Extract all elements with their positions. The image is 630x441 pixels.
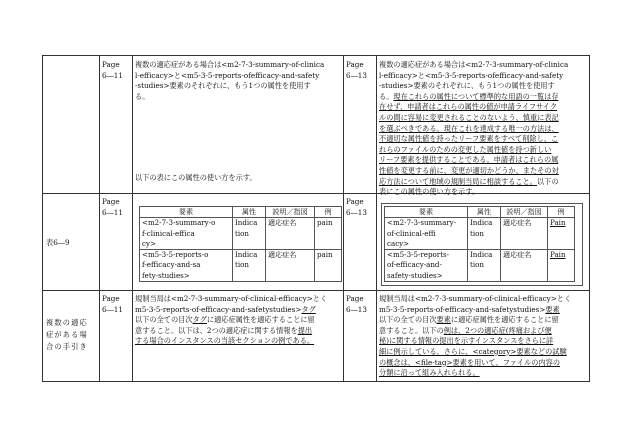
element-cell: <m5-3-5-reports-o f-efficacy-and-sa fety-studies>	[140, 250, 233, 282]
description-cell: 適応症名	[501, 250, 548, 282]
table-border-left	[42, 55, 43, 382]
col-header-attribute: 属性	[233, 207, 266, 218]
column-divider-4	[376, 55, 377, 382]
row3-right-text-mid: 以下の全ての目次	[379, 315, 437, 325]
element-cell: <m5-3-5-reports- of-efficacy-and- safety-studies>	[385, 250, 468, 282]
row1-right-text-tail: 以下の 表にこの属性の使い方を示す。	[379, 176, 559, 197]
row3-left-text-u3: 提出 する場合のインスタンスの当該セクションの例である。	[135, 325, 315, 346]
example-cell: Pain	[548, 218, 575, 250]
row2-right-page: Page 6―13	[346, 197, 367, 217]
attribute-cell: Indica tion	[468, 250, 501, 282]
row3-left-text-u1: タグ	[301, 304, 316, 314]
table-border-bottom	[42, 381, 590, 382]
row3-right-text-u3: 例は、2つの適応症(疼痛および便 秘)に関する情報の提出を示すインスタンスをさらに詳 細に例示している。さらに、<category>要素などの試験 の概念は、<file-tag>要素を用いて、ファイルの内容の 分類に沿って組み入れられる。	[379, 325, 567, 378]
example-cell: pain	[315, 218, 342, 250]
column-divider-2	[132, 55, 133, 382]
description-cell: 適応症名	[266, 250, 315, 282]
col-header-description: 説明／指図	[501, 207, 548, 218]
row1-right-text-underlined: 現在これらの属性について標準的な用語の一覧は存 在せず、申請者はこれらの属性の値が申請ライフサイク ルの間に容易に変更されることのないよう、慎重に表記 を選ぶべきである。現在これを達成する唯一の方法は、 不適切な属性値を持ったリーフ要素をすべて削除し、こ れらのファイルのための変更した属性値を持つ新しい リーフ要素を提供することである。申請者はこれらの属 性値を変更する前に、変更が適切かどうか、またその対 応方法について地域の規制当局に相談すること。	[379, 91, 559, 186]
element-cell: <m2-7-3-summary- of-clinical-effi cacy>	[385, 218, 468, 250]
row3-right-text	[379, 294, 588, 379]
description-cell: 適応症名	[266, 218, 315, 250]
example-cell: Pain	[548, 250, 575, 282]
row3-right-text-plain: 規制当局は<m2-7-3-summary-of-clinical-efficacy>とく m5-3-5-reports-of-efficacy-and-safetystudies>	[379, 294, 572, 314]
row3-left-text-u2: タグ	[192, 315, 207, 325]
table-border-right	[589, 55, 590, 382]
table-row	[140, 250, 342, 282]
row3-left-text-mid2: に適応症属性を適応することに留 意すること。以下は、2つの適応症に関する情報を	[135, 315, 315, 335]
col-header-example: 例	[548, 207, 575, 218]
col-header-example: 例	[315, 207, 342, 218]
attribute-cell: Indica tion	[468, 218, 501, 250]
attribute-table-left	[139, 206, 342, 282]
attribute-table-right	[384, 206, 575, 282]
row2-label: 表6―9	[46, 238, 70, 247]
row3-left-text-plain: 規制当局は<m2-7-3-summary-of-clinical-efficacy>とく m5-3-5-reports-of-efficacy-and-safetystudies>	[135, 294, 328, 314]
col-header-attribute: 属性	[468, 207, 501, 218]
row3-label: 複数の適応 症がある場 合の手引き	[46, 318, 88, 351]
row1-right-text-plain: 複数の適応症がある場合は<m2-7-3-summary-of-clinica l-efficacy>と<m5-3-5-reports-ofefficacy-and-safety -studies>要素のそれぞれに、もう1つの属性を使用す る。	[379, 60, 569, 101]
column-divider-3	[343, 55, 344, 382]
col-header-element: 要素	[140, 207, 233, 218]
row3-right-text-mid2: に適応症属性を適応することに留 意すること。以下の	[379, 315, 559, 335]
example-cell: pain	[315, 250, 342, 282]
col-header-description: 説明／指図	[266, 207, 315, 218]
table-row	[140, 218, 342, 250]
table-row	[385, 218, 575, 250]
row2-left-page: Page 6―11	[102, 197, 123, 217]
row3-left-page: Page 6―11	[102, 294, 123, 314]
row-divider-2	[42, 290, 590, 291]
row3-right-text-u1: 要素	[545, 304, 560, 314]
table-row	[385, 250, 575, 282]
row3-left-text-mid: 以下の全ての目次	[135, 315, 193, 325]
column-divider-1	[99, 55, 100, 382]
description-cell: 適応症名	[501, 218, 548, 250]
row3-left-text	[135, 294, 342, 347]
attribute-cell: Indica tion	[233, 250, 266, 282]
element-cell: <m2-7-3-summary-o f-clinical-effica cy>	[140, 218, 233, 250]
row1-right-text	[379, 60, 588, 198]
row3-right-text-u2: 要素	[436, 315, 451, 325]
col-header-element: 要素	[385, 207, 468, 218]
attribute-cell: Indica tion	[233, 218, 266, 250]
row1-left-text: 複数の適応症がある場合は<m2-7-3-summary-of-clinica l-efficacy>と<m5-3-5-reports-ofefficacy-and-safety -studies>要素のそれぞれに、もう1つの属性を使用す る。	[135, 60, 325, 101]
row3-right-page: Page 6―13	[346, 294, 367, 314]
row1-right-page: Page 6―13	[346, 60, 367, 80]
row1-left-text-tail: 以下の表にこの属性の使い方を示す。	[135, 173, 257, 182]
row1-left-page: Page 6―11	[102, 60, 123, 80]
table-border-top	[42, 55, 590, 56]
